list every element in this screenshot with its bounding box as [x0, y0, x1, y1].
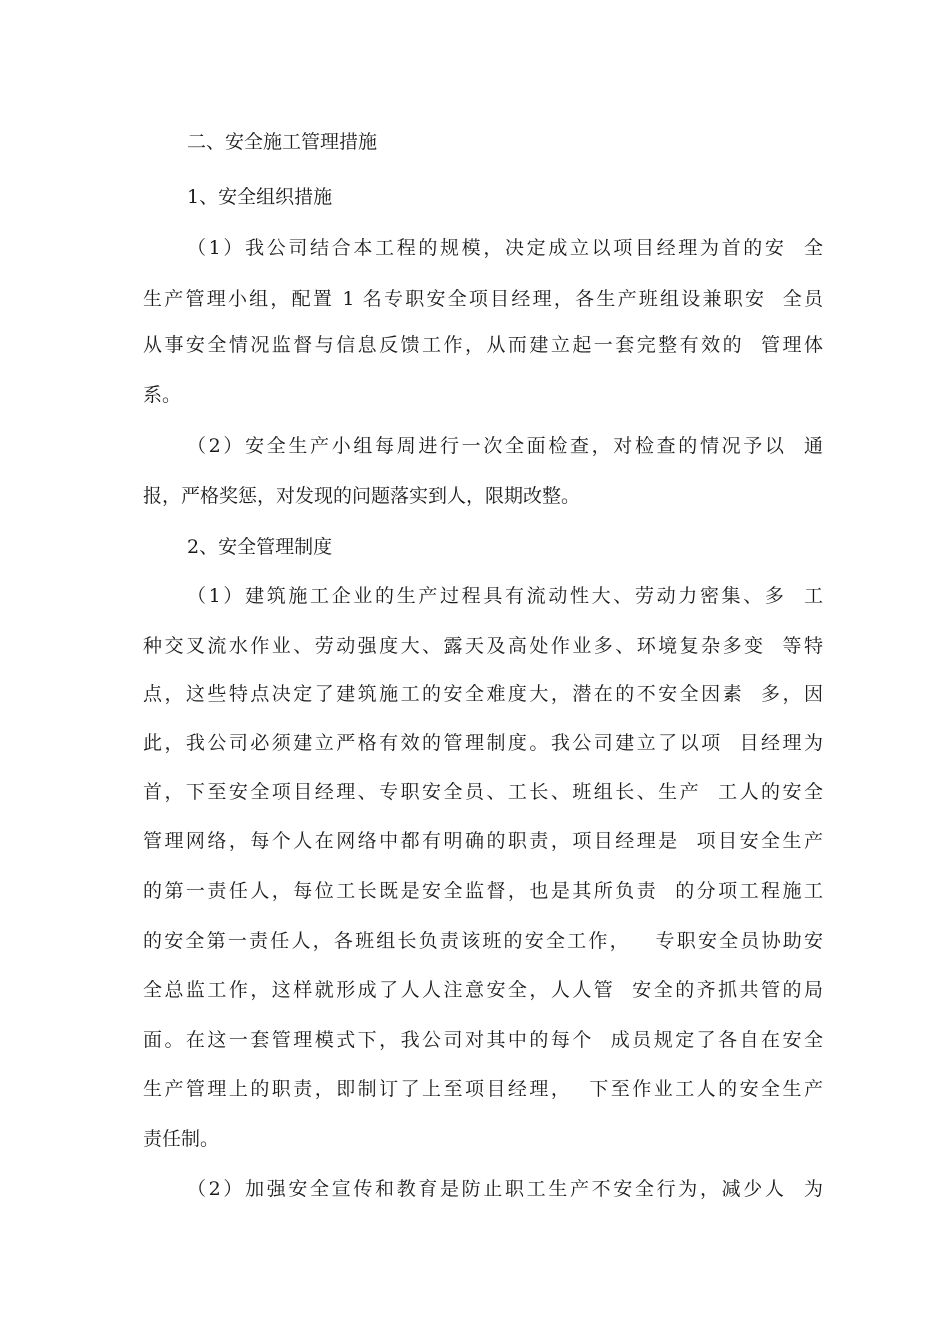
subsection-heading: 1、安全组织措施	[187, 186, 333, 208]
paragraph-line: 首，下至安全项目经理、专职安全员、工长、班组长、生产 工人的安全	[143, 781, 823, 803]
paragraph-line: 的第一责任人，每位工长既是安全监督，也是其所负责 的分项工程施工	[143, 880, 823, 902]
paragraph-line: 生产管理上的职责，即制订了上至项目经理， 下至作业工人的安全生产	[143, 1078, 823, 1100]
paragraph-line: 报，严格奖惩，对发现的问题落实到人，限期改整。	[143, 485, 581, 507]
paragraph-line: 责任制。	[143, 1128, 220, 1150]
paragraph-line: 全总监工作，这样就形成了人人注意安全，人人管 安全的齐抓共管的局	[143, 979, 823, 1001]
paragraph-line: 从事安全情况监督与信息反馈工作，从而建立起一套完整有效的 管理体	[143, 334, 823, 356]
subsection-heading: 2、安全管理制度	[187, 536, 333, 558]
paragraph-line: 生产管理小组，配置 1 名专职安全项目经理，各生产班组设兼职安 全员	[143, 288, 823, 310]
paragraph-line: 此，我公司必须建立严格有效的管理制度。我公司建立了以项 目经理为	[143, 732, 823, 754]
paragraph-line: （2）加强安全宣传和教育是防止职工生产不安全行为，减少人 为	[187, 1178, 823, 1200]
paragraph-line: （1）建筑施工企业的生产过程具有流动性大、劳动力密集、多 工	[187, 585, 823, 607]
paragraph-line: 的安全第一责任人，各班组长负责该班的安全工作， 专职安全员协助安	[143, 930, 823, 952]
paragraph-line: 面。在这一套管理模式下，我公司对其中的每个 成员规定了各自在安全	[143, 1029, 823, 1051]
paragraph-line: 点，这些特点决定了建筑施工的安全难度大，潜在的不安全因素 多，因	[143, 683, 823, 705]
paragraph-line: 管理网络，每个人在网络中都有明确的职责，项目经理是 项目安全生产	[143, 830, 823, 852]
paragraph-line: 种交叉流水作业、劳动强度大、露天及高处作业多、环境复杂多变 等特	[143, 635, 823, 657]
paragraph-line: （1）我公司结合本工程的规模，决定成立以项目经理为首的安 全	[187, 237, 823, 259]
section-heading: 二、安全施工管理措施	[187, 131, 378, 153]
paragraph-line: （2）安全生产小组每周进行一次全面检查，对检查的情况予以 通	[187, 435, 823, 457]
paragraph-line: 系。	[143, 384, 182, 406]
